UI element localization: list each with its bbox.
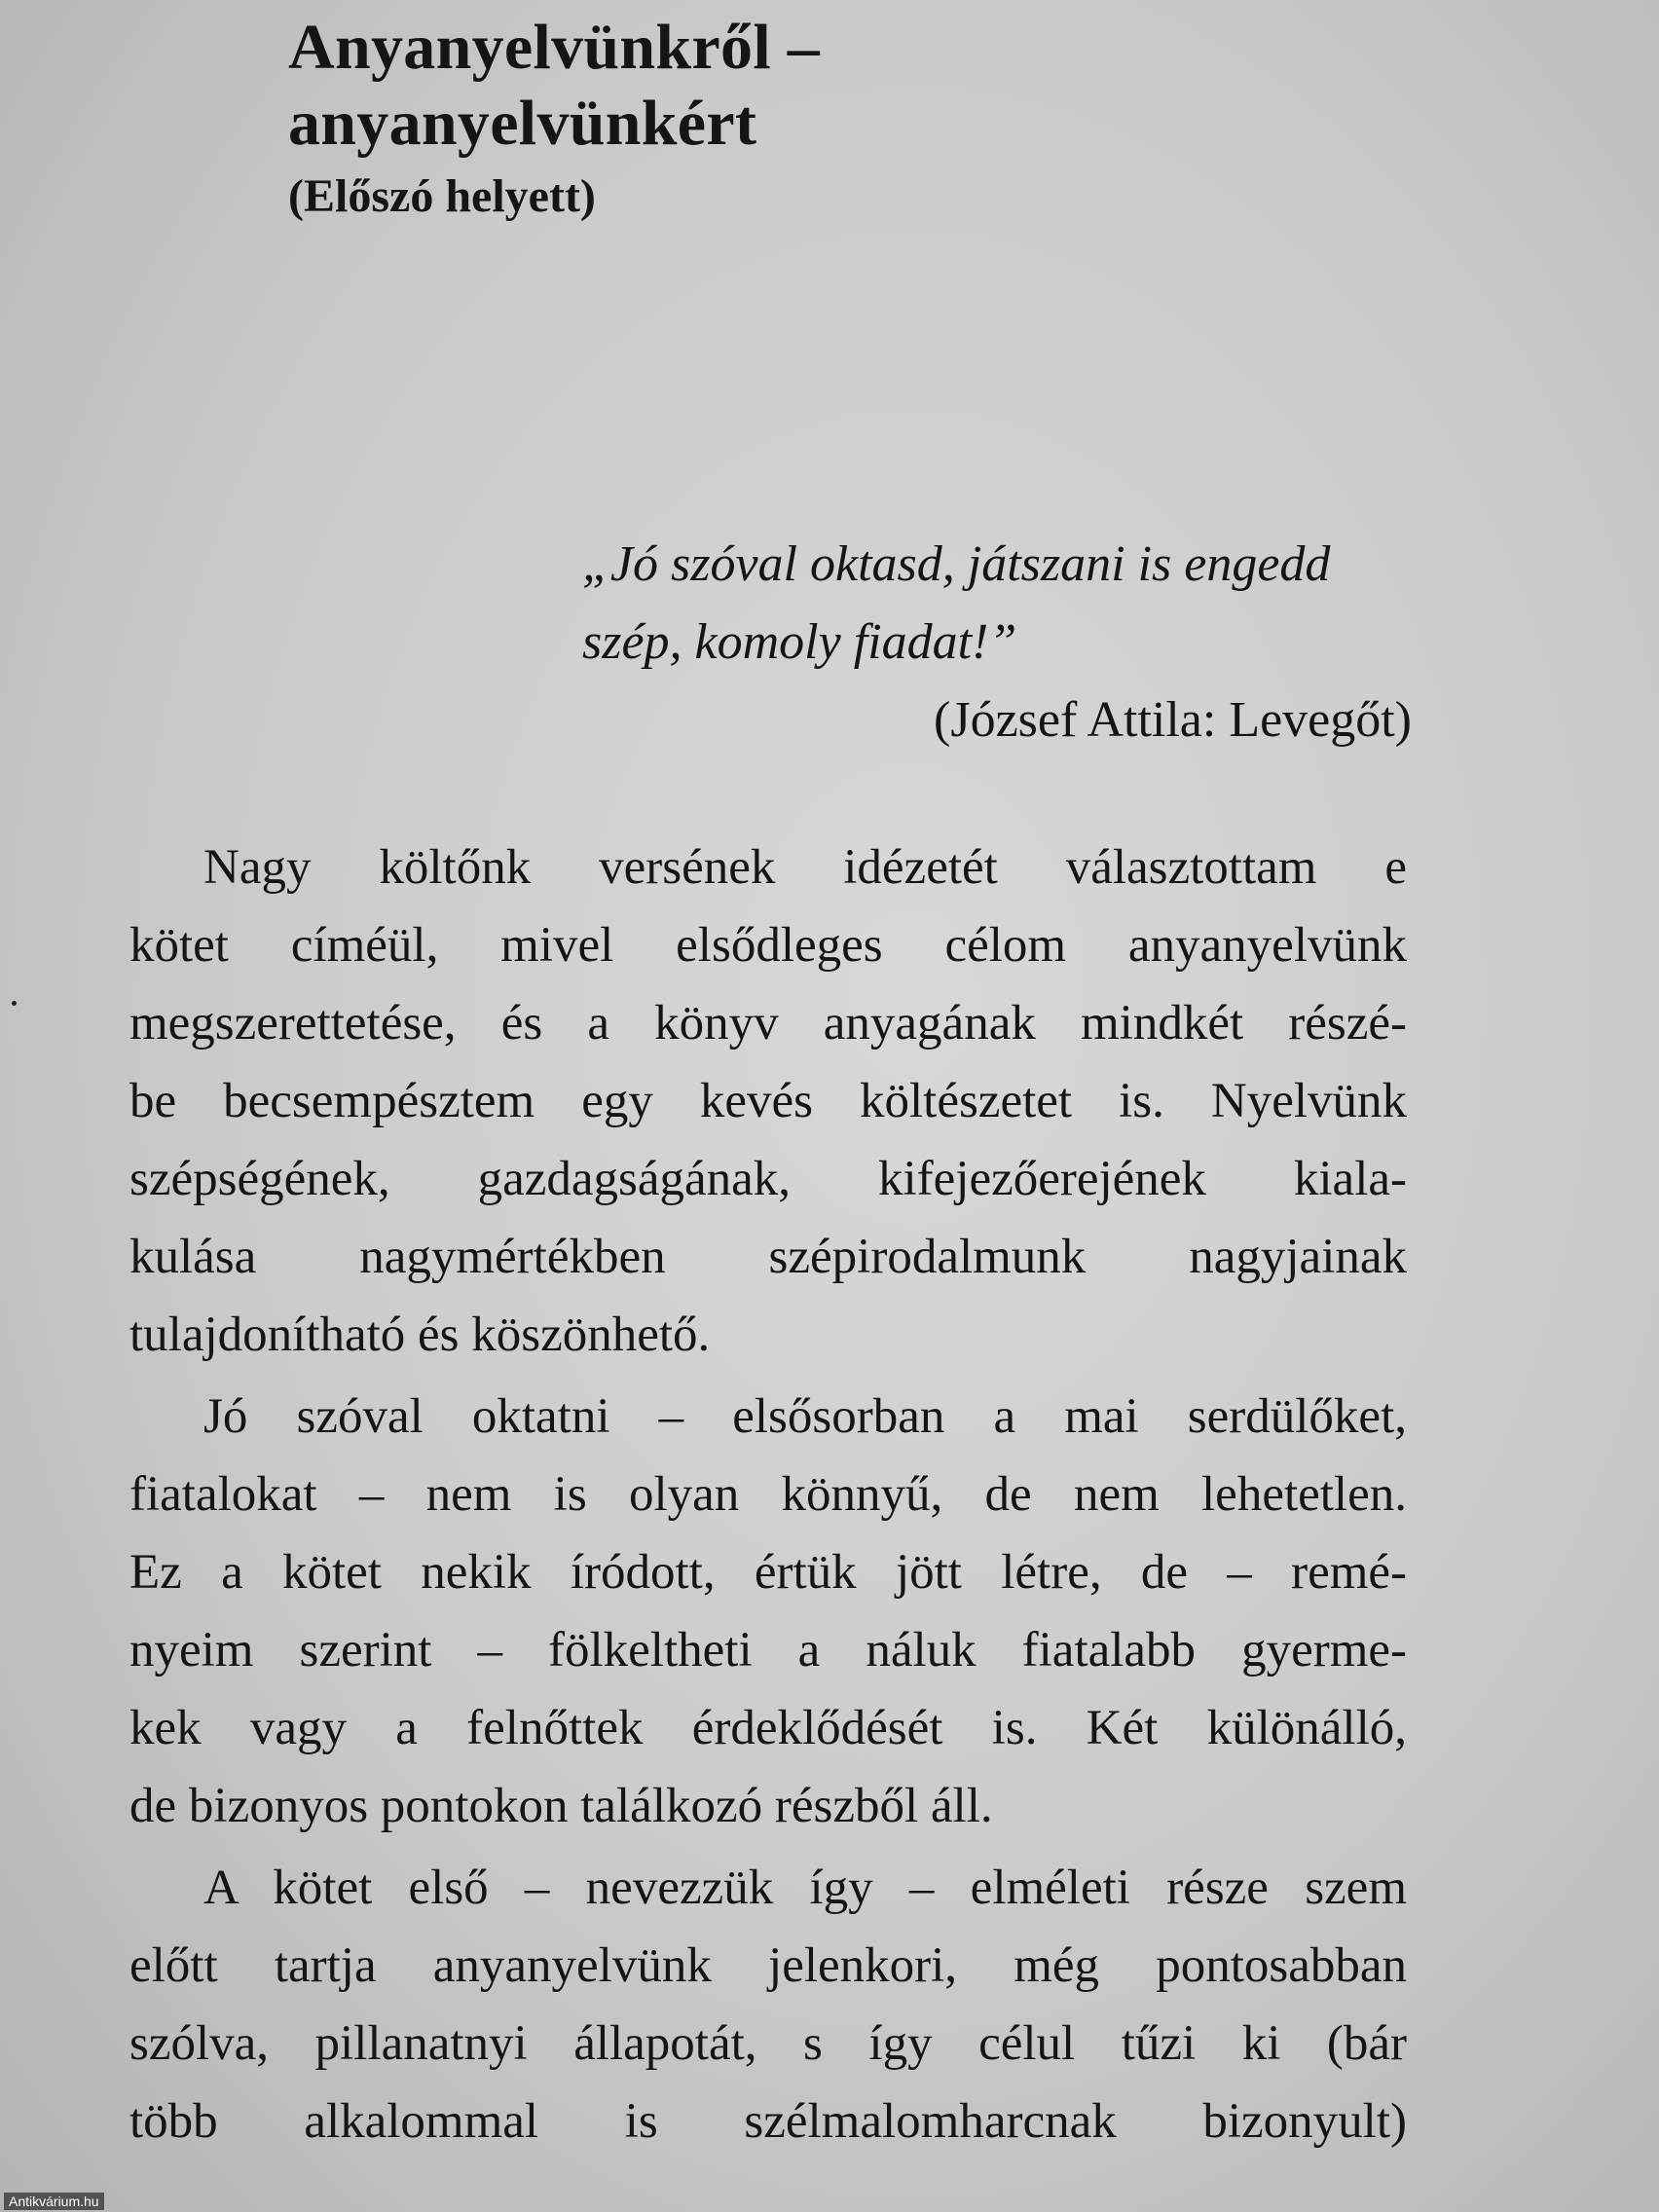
body-text xyxy=(129,829,1407,2160)
text-line: kötet címéül, mivel elsődleges célom anyanyelvünk xyxy=(129,918,1407,973)
text-line: de bizonyos pontokon találkozó részből áll. xyxy=(129,1779,993,1833)
text-line: kek vagy a felnőttek érdeklődését is. Két különálló, xyxy=(129,1701,1407,1755)
chapter-title-line-2: anyanyelvünkért xyxy=(288,88,757,159)
text-line: előtt tartja anyanyelvünk jelenkori, még pontosabban xyxy=(129,1938,1407,1993)
epigraph-quote-line-1: „Jó szóval oktasd, játszani is engedd xyxy=(582,536,1331,592)
text-line: fiatalokat – nem is olyan könnyű, de nem lehetetlen. xyxy=(129,1467,1407,1522)
text-line: tulajdonítható és köszönhető. xyxy=(129,1308,711,1362)
watermark: Antikvárium.hu xyxy=(4,2193,104,2210)
text-line: szólva, pillanatnyi állapotát, s így célul tűzi ki (bár xyxy=(129,2016,1407,2071)
text-line: szépségének, gazdagságának, kifejezőerejének kiala- xyxy=(129,1152,1407,1206)
text-line: Nagy költőnk versének idézetét választottam e xyxy=(203,840,1407,895)
text-line: kulása nagymértékben szépirodalmunk nagyjainak xyxy=(129,1230,1407,1284)
chapter-heading xyxy=(288,10,1262,226)
chapter-subtitle: (Előszó helyett) xyxy=(288,170,596,222)
epigraph-source: (József Attila: Levegőt) xyxy=(934,692,1412,748)
text-line: nyeim szerint – fölkeltheti a náluk fiatalabb gyerme- xyxy=(129,1623,1407,1677)
epigraph xyxy=(582,526,1412,759)
text-line: megszerettetése, és a könyv anyagának mindkét részé- xyxy=(129,996,1407,1051)
margin-speck xyxy=(12,1001,17,1006)
chapter-title-line-1: Anyanyelvünkről – xyxy=(288,12,821,83)
epigraph-quote-line-2: szép, komoly fiadat!” xyxy=(582,614,1017,670)
text-line: A kötet első – nevezzük így – elméleti része szem xyxy=(203,1861,1407,1915)
text-line: több alkalommal is szélmalomharcnak bizonyult) xyxy=(129,2094,1407,2149)
text-line: Jó szóval oktatni – elsősorban a mai serdülőket, xyxy=(203,1389,1407,1444)
text-line: be becsempésztem egy kevés költészetet is. Nyelvünk xyxy=(129,1074,1407,1128)
text-line: Ez a kötet nekik íródott, értük jött létre, de – remé- xyxy=(129,1545,1407,1600)
